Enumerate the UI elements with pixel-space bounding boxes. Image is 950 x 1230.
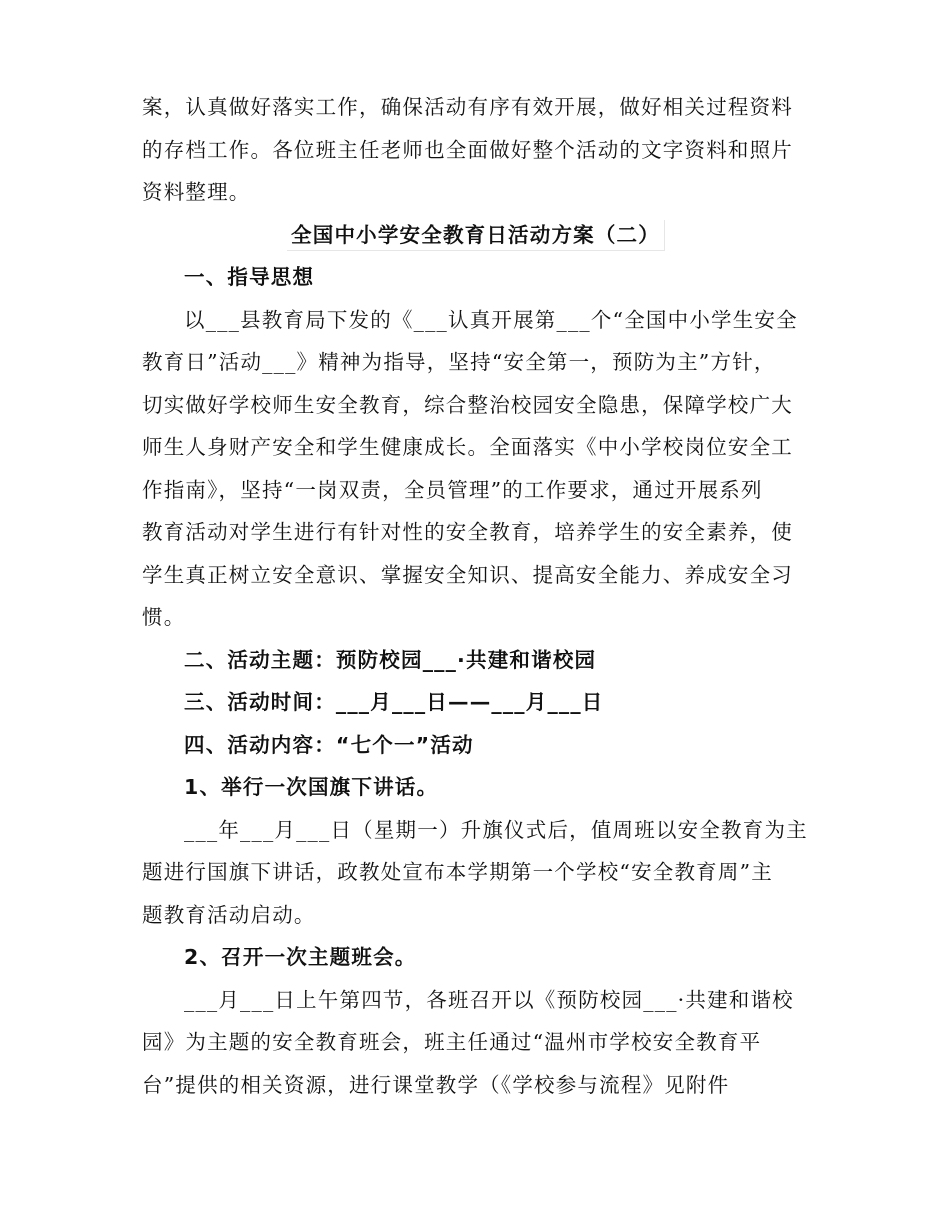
text-line: 题进行国旗下讲话，政教处宣布本学期第一个学校“安全教育周”主: [142, 860, 773, 884]
text-line: 台”提供的相关资源，进行课堂教学（《学校参与流程》见附件: [142, 1072, 730, 1097]
document-page: [142, 86, 810, 1106]
title-text: 全国中小学安全教育日活动方案（二）: [287, 220, 665, 251]
flag-speech-paragraph: [142, 809, 810, 937]
text-line: 资料整理。: [142, 180, 251, 204]
text-line: 案，认真做好落实工作，确保活动有序有效开展，做好相关过程资料: [142, 95, 793, 119]
section-heading-activity-content: 四、活动内容：“七个一”活动: [184, 732, 474, 757]
class-meeting-paragraph: [142, 979, 810, 1107]
intro-paragraph: [142, 86, 810, 214]
text-line: 切实做好学校师生安全教育，综合整治校园安全隐患，保障学校广大: [142, 392, 793, 417]
text-line: 题教育活动启动。: [142, 902, 316, 927]
text-line: 教育日”活动___》精神为指导，坚持“安全第一，预防为主”方针，: [142, 350, 776, 374]
item-heading-class-meeting: 2、召开一次主题班会。: [184, 945, 417, 969]
item-heading-flag-speech: 1、举行一次国旗下讲话。: [184, 775, 439, 799]
text-line: 作指南》，坚持“一岗双责，全员管理”的工作要求，通过开展系列: [142, 477, 763, 502]
text-line: 师生人身财产安全和学生健康成长。全面落实《中小学校岗位安全工: [142, 435, 793, 459]
text-line: ___月___日上午第四节，各班召开以《预防校园___·共建和谐校: [184, 987, 794, 1012]
section-heading-guiding-ideology: 一、指导思想: [184, 265, 315, 289]
text-line: 学生真正树立安全意识、掌握安全知识、提高安全能力、养成安全习: [142, 562, 793, 587]
text-line: ___年___月___日（星期一）升旗仪式后，值周班以安全教育为主: [184, 817, 808, 842]
document-title: [142, 214, 810, 257]
guiding-ideology-paragraph: [142, 299, 810, 639]
section-heading-activity-time: 三、活动时间：___月___日——___月___日: [184, 690, 604, 714]
text-line: 的存档工作。各位班主任老师也全面做好整个活动的文字资料和照片: [142, 137, 793, 162]
section-heading-activity-theme: 二、活动主题：预防校园___·共建和谐校园: [184, 647, 597, 672]
text-line: 惯。: [142, 605, 186, 629]
text-line: 园》为主题的安全教育班会，班主任通过“温州市学校安全教育平: [142, 1030, 762, 1054]
text-line: 以___县教育局下发的《___认真开展第___个“全国中小学生安全: [184, 307, 798, 332]
text-line: 教育活动对学生进行有针对性的安全教育，培养学生的安全素养，使: [142, 520, 793, 544]
